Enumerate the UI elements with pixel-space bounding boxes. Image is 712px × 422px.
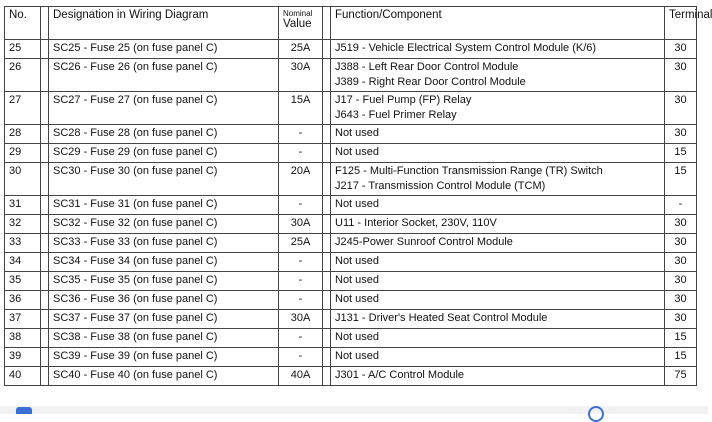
row-nominal-value: 20A (279, 163, 323, 196)
row-function (331, 253, 665, 272)
row-terminal: 15 (665, 329, 697, 348)
row-terminal: 30 (665, 125, 697, 144)
row-function (331, 367, 665, 386)
row-gap (323, 163, 331, 196)
row-gap (41, 310, 49, 329)
row-designation: SC30 - Fuse 30 (on fuse panel C) (49, 163, 279, 196)
header-terminal: Terminal (665, 7, 697, 40)
header-gap (323, 7, 331, 40)
header-no: No. (5, 7, 41, 40)
row-number: 26 (5, 59, 41, 92)
row-number: 40 (5, 367, 41, 386)
row-gap (41, 348, 49, 367)
table-row (5, 144, 697, 163)
row-function (331, 329, 665, 348)
row-nominal-value: - (279, 291, 323, 310)
row-function (331, 291, 665, 310)
table-row (5, 253, 697, 272)
row-gap (41, 59, 49, 92)
row-nominal-value: 30A (279, 59, 323, 92)
row-designation: SC38 - Fuse 38 (on fuse panel C) (49, 329, 279, 348)
function-line: Not used (335, 274, 380, 286)
table-header-row (5, 7, 697, 40)
row-function (331, 92, 665, 125)
row-terminal: - (665, 196, 697, 215)
row-function (331, 163, 665, 196)
function-line: J388 - Left Rear Door Control Module (335, 61, 519, 73)
function-line: J643 - Fuel Primer Relay (335, 109, 457, 121)
table-row (5, 215, 697, 234)
row-nominal-value: 25A (279, 40, 323, 59)
row-gap (41, 125, 49, 144)
bookmark-icon[interactable] (16, 407, 32, 414)
function-line: J389 - Right Rear Door Control Module (335, 76, 526, 88)
row-gap (323, 40, 331, 59)
function-line: J245-Power Sunroof Control Module (335, 236, 513, 248)
row-gap (323, 367, 331, 386)
row-terminal: 30 (665, 40, 697, 59)
row-number: 36 (5, 291, 41, 310)
table-row (5, 125, 697, 144)
row-function (331, 310, 665, 329)
row-gap (41, 272, 49, 291)
row-gap (41, 234, 49, 253)
function-line: U11 - Interior Socket, 230V, 110V (335, 217, 497, 229)
table-row (5, 163, 697, 196)
row-terminal: 75 (665, 367, 697, 386)
header-gap (41, 7, 49, 40)
header-value-bottom: Value (283, 18, 312, 30)
table-row (5, 272, 697, 291)
function-line: Not used (335, 331, 380, 343)
function-line: Not used (335, 350, 380, 362)
row-designation: SC31 - Fuse 31 (on fuse panel C) (49, 196, 279, 215)
row-number: 25 (5, 40, 41, 59)
row-gap (41, 367, 49, 386)
row-nominal-value: - (279, 348, 323, 367)
row-terminal: 15 (665, 144, 697, 163)
function-line: Not used (335, 127, 380, 139)
row-gap (323, 329, 331, 348)
row-nominal-value: 30A (279, 310, 323, 329)
header-value-top: Nominal (283, 9, 313, 18)
row-terminal: 30 (665, 92, 697, 125)
row-designation: SC33 - Fuse 33 (on fuse panel C) (49, 234, 279, 253)
row-function (331, 196, 665, 215)
row-function (331, 40, 665, 59)
row-gap (323, 215, 331, 234)
table-row (5, 92, 697, 125)
row-function (331, 348, 665, 367)
row-designation: SC32 - Fuse 32 (on fuse panel C) (49, 215, 279, 234)
row-designation: SC34 - Fuse 34 (on fuse panel C) (49, 253, 279, 272)
row-nominal-value: 15A (279, 92, 323, 125)
row-designation: SC28 - Fuse 28 (on fuse panel C) (49, 125, 279, 144)
row-function (331, 144, 665, 163)
row-number: 33 (5, 234, 41, 253)
row-gap (41, 329, 49, 348)
row-nominal-value: - (279, 253, 323, 272)
row-gap (323, 310, 331, 329)
row-designation: SC26 - Fuse 26 (on fuse panel C) (49, 59, 279, 92)
row-function (331, 272, 665, 291)
row-gap (323, 291, 331, 310)
row-terminal: 30 (665, 234, 697, 253)
function-line: Not used (335, 198, 380, 210)
table-row (5, 310, 697, 329)
table-row (5, 291, 697, 310)
row-nominal-value: 30A (279, 215, 323, 234)
row-gap (323, 253, 331, 272)
row-gap (41, 196, 49, 215)
function-line: J519 - Vehicle Electrical System Control Module (K/6) (335, 42, 597, 54)
row-number: 39 (5, 348, 41, 367)
function-line: J131 - Driver's Heated Seat Control Module (335, 312, 548, 324)
row-terminal: 30 (665, 215, 697, 234)
row-terminal: 15 (665, 348, 697, 367)
row-number: 29 (5, 144, 41, 163)
row-designation: SC29 - Fuse 29 (on fuse panel C) (49, 144, 279, 163)
header-nominal-value (279, 7, 323, 40)
row-number: 31 (5, 196, 41, 215)
row-nominal-value: 40A (279, 367, 323, 386)
row-gap (323, 196, 331, 215)
row-nominal-value: - (279, 196, 323, 215)
function-line: J217 - Transmission Control Module (TCM) (335, 180, 546, 192)
row-terminal: 30 (665, 253, 697, 272)
row-gap (41, 40, 49, 59)
row-number: 37 (5, 310, 41, 329)
row-nominal-value: 25A (279, 234, 323, 253)
row-number: 30 (5, 163, 41, 196)
table-row (5, 40, 697, 59)
function-line: Not used (335, 255, 380, 267)
row-function (331, 234, 665, 253)
row-number: 34 (5, 253, 41, 272)
row-designation: SC37 - Fuse 37 (on fuse panel C) (49, 310, 279, 329)
row-gap (323, 234, 331, 253)
row-terminal: 30 (665, 310, 697, 329)
row-terminal: 30 (665, 59, 697, 92)
row-gap (41, 92, 49, 125)
row-designation: SC27 - Fuse 27 (on fuse panel C) (49, 92, 279, 125)
table-row (5, 196, 697, 215)
fuse-table (4, 6, 712, 386)
row-function (331, 125, 665, 144)
table-row (5, 367, 697, 386)
row-gap (323, 92, 331, 125)
table-row (5, 234, 697, 253)
row-designation: SC40 - Fuse 40 (on fuse panel C) (49, 367, 279, 386)
row-gap (41, 163, 49, 196)
header-function: Function/Component (331, 7, 665, 40)
header-designation: Designation in Wiring Diagram (49, 7, 279, 40)
row-designation: SC36 - Fuse 36 (on fuse panel C) (49, 291, 279, 310)
table-row (5, 329, 697, 348)
row-gap (41, 215, 49, 234)
info-icon[interactable] (588, 406, 604, 422)
function-line: J17 - Fuel Pump (FP) Relay (335, 94, 472, 106)
row-gap (323, 125, 331, 144)
row-number: 28 (5, 125, 41, 144)
row-nominal-value: - (279, 272, 323, 291)
row-gap (41, 253, 49, 272)
table-row (5, 59, 697, 92)
row-gap (323, 348, 331, 367)
row-nominal-value: - (279, 125, 323, 144)
row-number: 35 (5, 272, 41, 291)
function-line: J301 - A/C Control Module (335, 369, 465, 381)
row-designation: SC25 - Fuse 25 (on fuse panel C) (49, 40, 279, 59)
row-nominal-value: - (279, 329, 323, 348)
row-terminal: 30 (665, 291, 697, 310)
row-gap (323, 144, 331, 163)
row-number: 32 (5, 215, 41, 234)
table-row (5, 348, 697, 367)
row-designation: SC39 - Fuse 39 (on fuse panel C) (49, 348, 279, 367)
row-gap (41, 144, 49, 163)
function-line: Not used (335, 293, 380, 305)
row-designation: SC35 - Fuse 35 (on fuse panel C) (49, 272, 279, 291)
row-number: 27 (5, 92, 41, 125)
row-terminal: 30 (665, 272, 697, 291)
row-gap (323, 59, 331, 92)
row-function (331, 215, 665, 234)
row-nominal-value: - (279, 144, 323, 163)
row-terminal: 15 (665, 163, 697, 196)
row-function (331, 59, 665, 92)
function-line: Not used (335, 146, 380, 158)
row-gap (41, 291, 49, 310)
row-number: 38 (5, 329, 41, 348)
row-gap (323, 272, 331, 291)
function-line: F125 - Multi-Function Transmission Range (TR) Switch (335, 165, 603, 177)
